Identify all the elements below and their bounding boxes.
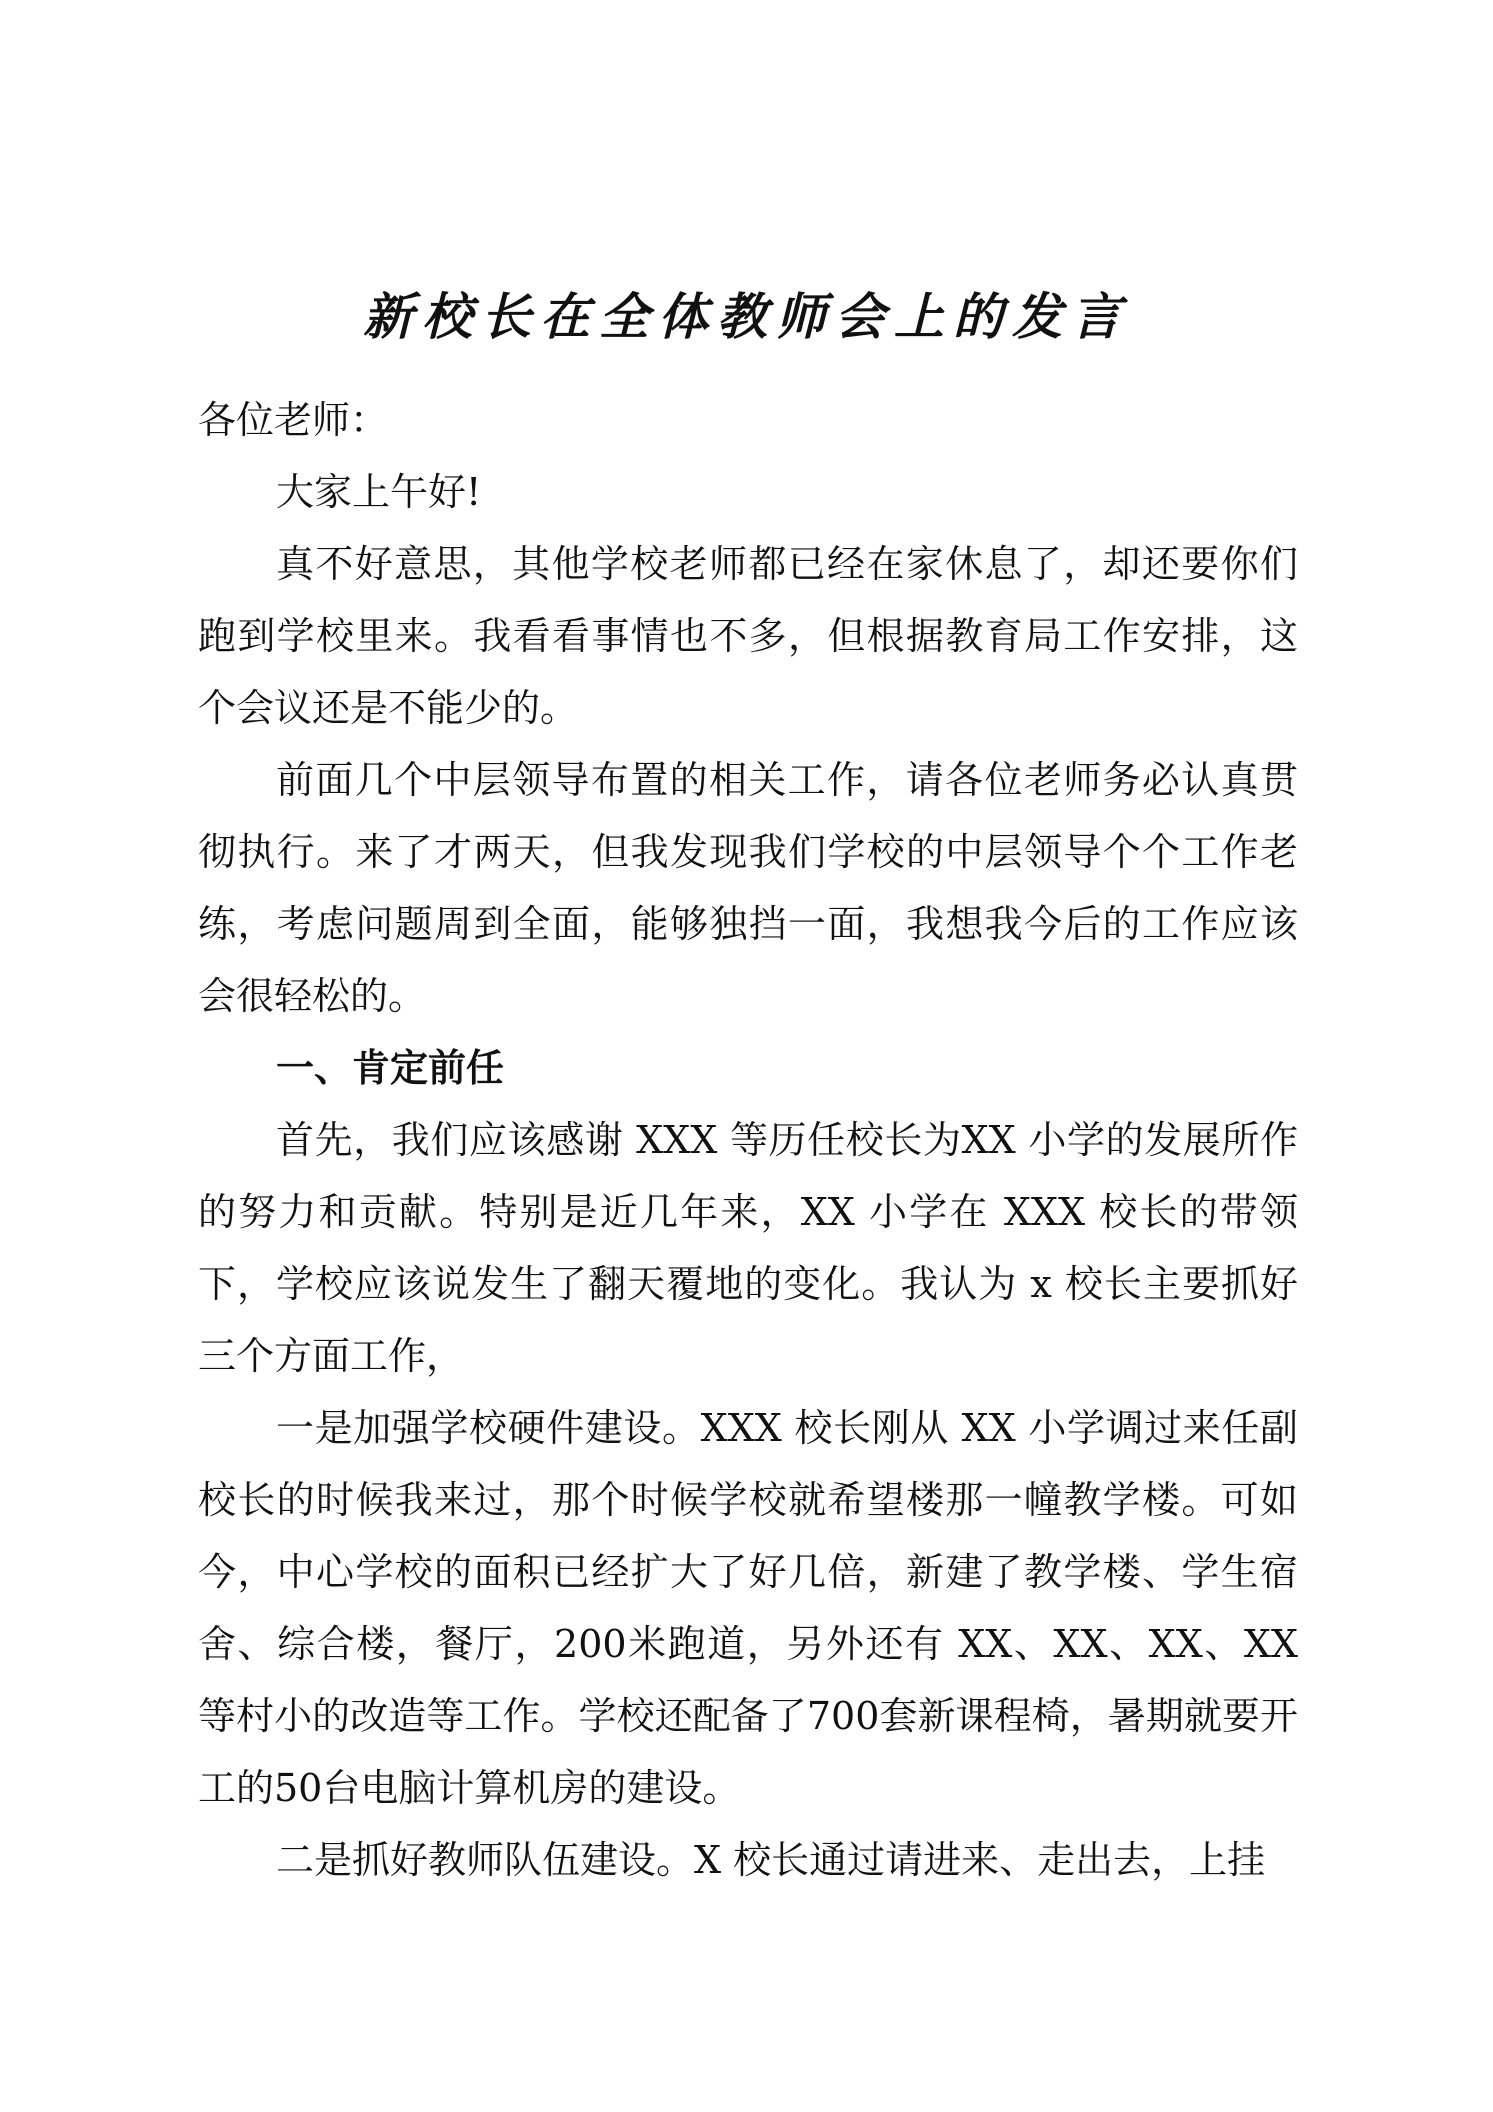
- document-title: 新校长在全体教师会上的发言: [363, 287, 1130, 346]
- paragraph-middle-leaders: 前面几个中层领导布置的相关工作，请各位老师务必认真贯彻执行。来了才两天，但我发现我们学校的中层领导个个工作老练，考虑问题周到全面，能够独挡一面，我想我今后的工作应该会很轻松的。: [198, 758, 1298, 1018]
- paragraph-apology: 真不好意思，其他学校老师都已经在家休息了，却还要你们跑到学校里来。我看看事情也不多，但根据教育局工作安排，这个会议还是不能少的。: [198, 542, 1298, 730]
- paragraph-teacher-team: 二是抓好教师队伍建设。X 校长通过请进来、走出去，上挂: [276, 1838, 1266, 1882]
- paragraph-thanks-predecessor: 首先，我们应该感谢 XXX 等历任校长为XX 小学的发展所作的努力和贡献。特别是近几年来，XX 小学在 XXX 校长的带领下，学校应该说发生了翻天覆地的变化。我认为 x 校长主要抓好三个方面工作，: [198, 1118, 1298, 1378]
- section-heading: 一、肯定前任: [276, 1046, 505, 1090]
- salutation: 各位老师：: [198, 398, 389, 442]
- paragraph-hardware-construction: 一是加强学校硬件建设。XXX 校长刚从 XX 小学调过来任副校长的时候我来过，那个时候学校就希望楼那一幢教学楼。可如今，中心学校的面积已经扩大了好几倍，新建了教学楼、学生宿舍、综合楼，餐厅，200米跑道，另外还有 XX、XX、XX、XX 等村小的改造等工作。学校还配备了700套新课程椅，暑期就要开工的50台电脑计算机房的建设。: [198, 1406, 1298, 1810]
- document-body: [198, 384, 1298, 1896]
- greeting: 大家上午好!: [276, 470, 482, 514]
